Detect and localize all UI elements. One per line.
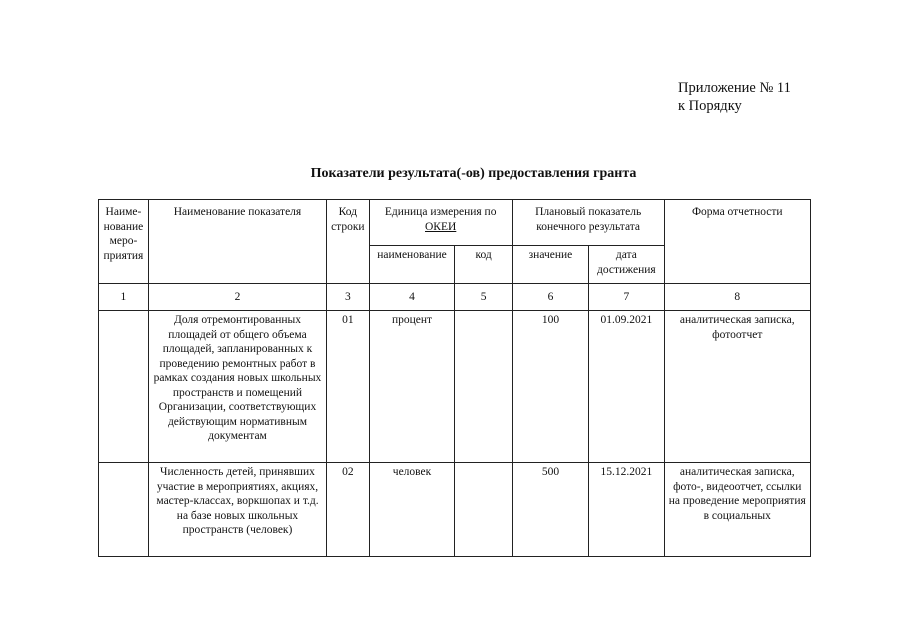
- header-unit-code: код: [455, 246, 512, 284]
- header-unit-okei: ОКЕИ: [425, 220, 457, 233]
- header-report-form: Форма отчетности: [664, 200, 810, 284]
- header-unit-name: наименование: [369, 246, 455, 284]
- cell-unit-code: [455, 463, 512, 557]
- column-number: 6: [512, 284, 588, 311]
- cell-report: аналитическая записка, фотоотчет: [664, 311, 810, 463]
- column-number: 2: [148, 284, 326, 311]
- column-number: 1: [99, 284, 149, 311]
- cell-code: 02: [327, 463, 369, 557]
- appendix-label: [678, 79, 791, 115]
- cell-value: 100: [512, 311, 588, 463]
- cell-indicator: Доля отремонтированных площадей от общего объема площадей, запланированных к проведению ремонтных работ в рамках создания новых школьных пространств и помещений Организации, соответствующих действующим нормативным документам: [148, 311, 326, 463]
- appendix-number: Приложение № 11: [678, 80, 791, 96]
- cell-unit-name: процент: [369, 311, 455, 463]
- document-title: Показатели результата(-ов) предоставления гранта: [310, 166, 637, 181]
- column-number: 5: [455, 284, 512, 311]
- header-event-name: Наиме-нование меро-приятия: [99, 200, 149, 284]
- column-number: 3: [327, 284, 369, 311]
- column-number: 4: [369, 284, 455, 311]
- header-plan-value: значение: [512, 246, 588, 284]
- cell-indicator: Численность детей, принявших участие в мероприятиях, акциях, мастер-классах, воркшопах и т.д. на базе новых школьных пространств (человек): [148, 463, 326, 557]
- cell-report: аналитическая записка, фото-, видеоотчет, ссылки на проведение мероприятия в социальных: [664, 463, 810, 557]
- indicators-table: [98, 199, 811, 557]
- header-indicator-name: Наименование показателя: [148, 200, 326, 284]
- header-unit-prefix: Единица измерения по: [384, 206, 497, 218]
- table-row: [99, 311, 811, 463]
- cell-event: [99, 311, 149, 463]
- cell-date: 15.12.2021: [589, 463, 664, 557]
- cell-unit-name: человек: [369, 463, 455, 557]
- cell-value: 500: [512, 463, 588, 557]
- cell-event: [99, 463, 149, 557]
- header-unit: [369, 200, 512, 246]
- column-number: 8: [664, 284, 810, 311]
- cell-date: 01.09.2021: [589, 311, 664, 463]
- cell-code: 01: [327, 311, 369, 463]
- cell-unit-code: [455, 311, 512, 463]
- header-row-code: Код строки: [327, 200, 369, 284]
- header-plan-date: дата достижения: [589, 246, 664, 284]
- column-number: 7: [589, 284, 664, 311]
- appendix-reference: к Порядку: [678, 98, 742, 114]
- table-row: [99, 463, 811, 557]
- column-number-row: [99, 284, 811, 311]
- header-plan: Плановый показатель конечного результата: [512, 200, 664, 246]
